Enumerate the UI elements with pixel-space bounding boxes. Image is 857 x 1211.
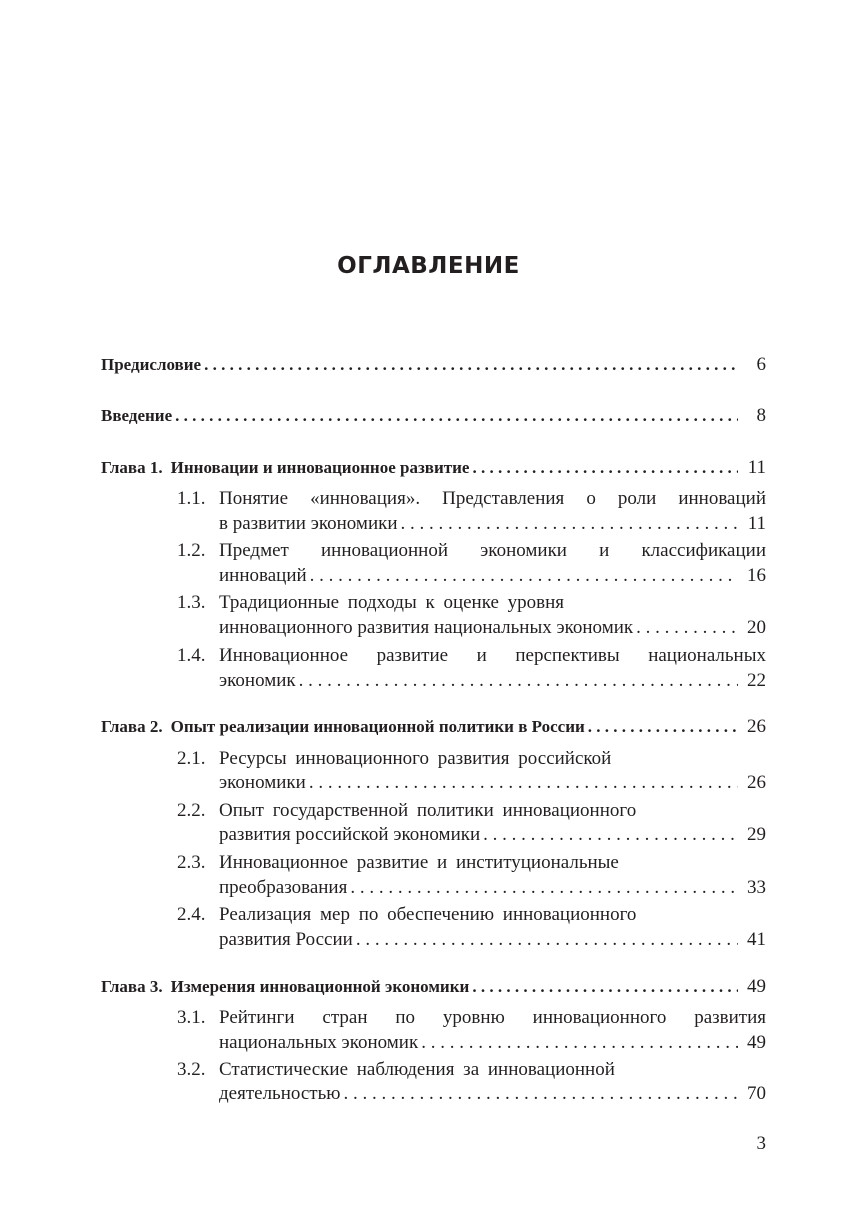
dot-leader: [175, 404, 738, 428]
section-number: 3.1.: [177, 1007, 206, 1028]
toc-page-number: 11: [747, 513, 766, 534]
toc-page-number: 26: [747, 716, 766, 737]
toc-entry-preface[interactable]: [101, 353, 766, 377]
section-title-line2: деятельностью: [219, 1083, 341, 1104]
dot-leader: [636, 616, 738, 640]
dot-leader: [350, 876, 738, 900]
page-folio: 3: [756, 1133, 766, 1154]
dot-leader: [472, 975, 738, 999]
chapter-title: Опыт реализации инновационной политики в России: [170, 717, 585, 736]
dot-leader: [472, 456, 738, 480]
section-number: 1.1.: [177, 488, 206, 509]
toc-page-number: 29: [747, 824, 766, 845]
toc-entry-label: Введение: [101, 406, 173, 425]
chapter-heading: [101, 456, 469, 480]
dot-leader: [401, 512, 738, 536]
section-title-line1: Предмет инновационной экономики и классификации: [219, 540, 766, 561]
toc-page-number: 49: [747, 1032, 766, 1053]
dot-leader: [310, 564, 738, 588]
chapter-heading: [101, 975, 469, 999]
toc-page-number: 70: [747, 1083, 766, 1104]
section-title-line2: в развитии экономики: [219, 513, 398, 534]
section-number: 2.3.: [177, 852, 206, 873]
page-title: ОГЛАВЛЕНИЕ: [337, 253, 520, 279]
section-title-line2: развития российской экономики: [219, 824, 481, 845]
toc-page-number: 33: [747, 877, 766, 898]
section-title-line1: Инновационное развитие и перспективы национальных: [219, 645, 766, 666]
dot-leader: [309, 771, 738, 795]
toc-page-number: 26: [747, 772, 766, 793]
section-title-line2: экономик: [219, 670, 296, 691]
section-title-line1: Опыт государственной политики инновационного: [219, 800, 637, 821]
section-number: 1.4.: [177, 645, 206, 666]
chapter-title: Измерения инновационной экономики: [170, 977, 470, 996]
section-number: 2.1.: [177, 748, 206, 769]
toc-page-number: 20: [747, 617, 766, 638]
section-title-line1: Реализация мер по обеспечению инновационного: [219, 904, 637, 925]
toc-page-number: 16: [747, 565, 766, 586]
chapter-number: Глава 2.: [101, 717, 163, 736]
section-number: 2.4.: [177, 904, 206, 925]
toc-page-number: 49: [747, 976, 766, 997]
toc-page-number: 11: [747, 457, 766, 478]
toc-chapter-3[interactable]: [101, 975, 766, 999]
section-title-line2: преобразования: [219, 877, 348, 898]
section-number: 1.3.: [177, 592, 206, 613]
dot-leader: [204, 353, 738, 377]
section-title-line1: Статистические наблюдения за инновационной: [219, 1059, 615, 1080]
dot-leader: [299, 669, 738, 693]
dot-leader: [356, 928, 738, 952]
section-title-line2: экономики: [219, 772, 306, 793]
section-title-line1: Традиционные подходы к оценке уровня: [219, 592, 565, 613]
dot-leader: [343, 1082, 738, 1106]
chapter-title: Инновации и инновационное развитие: [170, 458, 470, 477]
dot-leader: [483, 823, 738, 847]
toc-entry-label: Предисловие: [101, 355, 202, 374]
toc-entry-intro[interactable]: [101, 404, 766, 428]
section-title-line2: инновационного развития национальных экономик: [219, 617, 634, 638]
section-number: 1.2.: [177, 540, 206, 561]
dot-leader: [421, 1031, 738, 1055]
chapter-heading: [101, 715, 585, 739]
toc-page-number: 6: [756, 354, 766, 375]
section-title-line1: Ресурсы инновационного развития российской: [219, 748, 612, 769]
section-title-line2: инноваций: [219, 565, 307, 586]
section-title-line1: Понятие «инновация». Представления о роли инноваций: [219, 488, 766, 509]
section-title-line1: Инновационное развитие и институциональные: [219, 852, 619, 873]
chapter-number: Глава 3.: [101, 977, 163, 996]
section-title-line1: Рейтинги стран по уровню инновационного развития: [219, 1007, 766, 1028]
toc-chapter-1[interactable]: [101, 456, 766, 480]
section-number: 2.2.: [177, 800, 206, 821]
toc-page-number: 41: [747, 929, 766, 950]
section-number: 3.2.: [177, 1059, 206, 1080]
dot-leader: [588, 715, 738, 739]
section-title-line2: национальных экономик: [219, 1032, 419, 1053]
toc-page-number: 22: [747, 670, 766, 691]
toc-chapter-2[interactable]: [101, 715, 766, 739]
chapter-number: Глава 1.: [101, 458, 163, 477]
section-title-line2: развития России: [219, 929, 353, 950]
toc-page-number: 8: [756, 405, 766, 426]
